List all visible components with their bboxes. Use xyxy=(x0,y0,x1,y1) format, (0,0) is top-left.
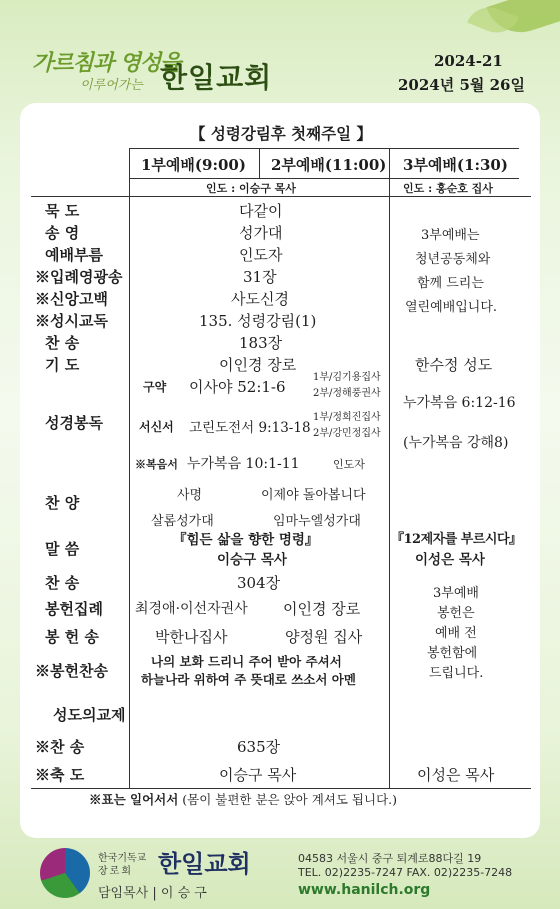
divider xyxy=(129,148,519,149)
church-website[interactable]: www.hanilch.org xyxy=(298,882,431,898)
label-closing-hymn: ※찬 송 xyxy=(35,738,85,756)
service-3-offering-note: 드립니다. xyxy=(429,666,484,681)
service-2-header: 2부예배(11:00) xyxy=(271,156,387,174)
reader-gospel: 인도자 xyxy=(333,458,365,471)
week-code: 2024-21 xyxy=(434,52,503,70)
value-call-to-worship: 인도자 xyxy=(239,246,283,264)
value-doxology: 성가대 xyxy=(239,224,283,242)
standing-note-mark: ※표는 일어서서 xyxy=(89,792,179,807)
value-entrance-hymn: 31장 xyxy=(243,268,277,286)
ref-old-testament: 이사야 52:1-6 xyxy=(189,378,286,396)
offering-song-1: 박한나집사 xyxy=(155,628,228,646)
service-3-note: 열린예배입니다. xyxy=(405,300,498,315)
ref-service-3: 누가복음 6:12-16 xyxy=(403,395,516,411)
offering-hymn-line-2: 하늘나라 위하여 주 뜻대로 쓰소서 아멘 xyxy=(141,672,356,687)
divider xyxy=(31,196,531,197)
service-3-offering-note: 예배 전 xyxy=(435,626,477,641)
label-responsive-reading: ※성시교독 xyxy=(35,312,108,330)
label-entrance-hymn: ※입례영광송 xyxy=(35,268,123,286)
service-3-note: 3부예배는 xyxy=(421,228,480,243)
senior-pastor: 담임목사 | 이 승 구 xyxy=(98,886,207,901)
ref-service-3-series: (누가복음 강해8) xyxy=(403,435,509,451)
service-3-offering-note: 3부예배 xyxy=(433,586,479,601)
offering-hymn-line-1: 나의 보화 드리니 주어 받아 주셔서 xyxy=(151,654,342,669)
value-hymn: 183장 xyxy=(239,334,283,352)
anthem-title-1: 사명 xyxy=(177,488,203,503)
value-benediction: 이승구 목사 xyxy=(219,766,297,784)
service-3-offering-note: 봉헌함에 xyxy=(427,646,478,661)
denomination-line-2: 장로회 xyxy=(98,866,133,877)
label-offering-leader: 봉헌집례 xyxy=(45,600,103,618)
church-address: 04583 서울시 중구 퇴계로88다길 19 xyxy=(298,852,482,865)
value-prayer: 이인경 장로 xyxy=(219,356,297,374)
sermon-preacher-service-3: 이성은 목사 xyxy=(415,552,485,568)
leader-service-3: 인도 : 홍순호 집사 xyxy=(403,182,493,195)
label-scripture: 성경봉독 xyxy=(45,414,103,432)
slogan-sub: 이루어가는 xyxy=(80,78,143,93)
label-creed: ※신앙고백 xyxy=(35,290,108,308)
label-anthem: 찬 양 xyxy=(45,494,80,512)
sermon-title-service-3: 『12제자를 부르시다』 xyxy=(391,532,522,547)
service-3-offering-note: 봉헌은 xyxy=(437,606,475,621)
service-3-note: 청년공동체와 xyxy=(415,252,491,267)
label-silent-prayer: 묵 도 xyxy=(45,202,80,220)
label-hymn: 찬 송 xyxy=(45,334,80,352)
sermon-title: 『힘든 삶을 향한 명령』 xyxy=(173,532,319,548)
label-offering-song: 봉 헌 송 xyxy=(45,628,99,646)
divider xyxy=(129,178,519,179)
value-silent-prayer: 다같이 xyxy=(239,202,283,220)
service-1-header: 1부예배(9:00) xyxy=(141,156,246,174)
standing-note-text: (몸이 불편한 분은 앉아 계셔도 됩니다.) xyxy=(178,792,398,807)
church-name: 한일교회 xyxy=(160,61,273,94)
tag-gospel: ※복음서 xyxy=(135,458,178,471)
divider xyxy=(389,148,390,788)
offering-leader-2: 이인경 장로 xyxy=(283,600,361,618)
value-prayer-service-3: 한수정 성도 xyxy=(415,356,493,374)
divider xyxy=(129,148,130,788)
anthem-choir-2: 임마누엘성가대 xyxy=(273,514,361,529)
ref-epistle: 고린도전서 9:13-18 xyxy=(189,420,311,436)
value-hymn-2: 304장 xyxy=(237,574,281,592)
divider xyxy=(259,148,260,178)
reader-epistle-2: 2부/강민정집사 xyxy=(313,428,381,439)
label-doxology: 송 영 xyxy=(45,224,80,242)
order-of-worship xyxy=(31,120,531,807)
offering-leader-1: 최경애·이선자권사 xyxy=(135,601,248,617)
anthem-title-2: 이제야 돌아봅니다 xyxy=(261,488,366,503)
ref-gospel: 누가복음 10:1-11 xyxy=(187,456,300,472)
reader-old-2: 2부/정해풍권사 xyxy=(313,388,381,399)
label-benediction: ※축 도 xyxy=(35,766,85,784)
anthem-choir-1: 살롬성가대 xyxy=(151,514,214,529)
value-benediction-service-3: 이성은 목사 xyxy=(417,766,495,784)
label-prayer: 기 도 xyxy=(45,356,80,374)
value-closing-hymn: 635장 xyxy=(237,738,281,756)
divider xyxy=(31,788,531,789)
leader-service-1-2: 인도 : 이승구 목사 xyxy=(206,182,296,195)
label-call-to-worship: 예배부름 xyxy=(45,246,103,264)
label-offering-hymn: ※봉헌찬송 xyxy=(35,662,108,680)
church-phone: TEL. 02)2235-7247 FAX. 02)2235-7248 xyxy=(298,866,513,879)
sunday-title: 【 성령강림후 첫째주일 】 xyxy=(190,124,372,143)
slogan-main: 가르침과 영성을 xyxy=(32,51,181,76)
reader-old-1: 1부/김기용집사 xyxy=(313,372,381,383)
tag-old-testament: 구약 xyxy=(143,380,167,394)
denomination-line-1: 한국기독교 xyxy=(98,853,147,864)
value-creed: 사도신경 xyxy=(231,290,289,308)
tag-epistle: 서신서 xyxy=(139,420,174,434)
standing-note xyxy=(89,790,397,808)
reader-epistle-1: 1부/정희진집사 xyxy=(313,412,381,423)
sermon-preacher: 이승구 목사 xyxy=(217,552,287,568)
footer-church-name: 한일교회 xyxy=(158,850,251,878)
bulletin-date: 2024년 5월 26일 xyxy=(398,76,525,94)
church-logo xyxy=(40,848,90,898)
label-fellowship: 성도의교제 xyxy=(53,706,126,724)
service-3-header: 3부예배(1:30) xyxy=(403,156,508,174)
label-hymn-2: 찬 송 xyxy=(45,574,80,592)
service-3-note: 함께 드리는 xyxy=(417,276,484,291)
label-sermon: 말 씀 xyxy=(45,540,80,558)
value-responsive-reading: 135. 성령강림(1) xyxy=(199,312,317,330)
offering-song-2: 양정원 집사 xyxy=(285,628,363,646)
